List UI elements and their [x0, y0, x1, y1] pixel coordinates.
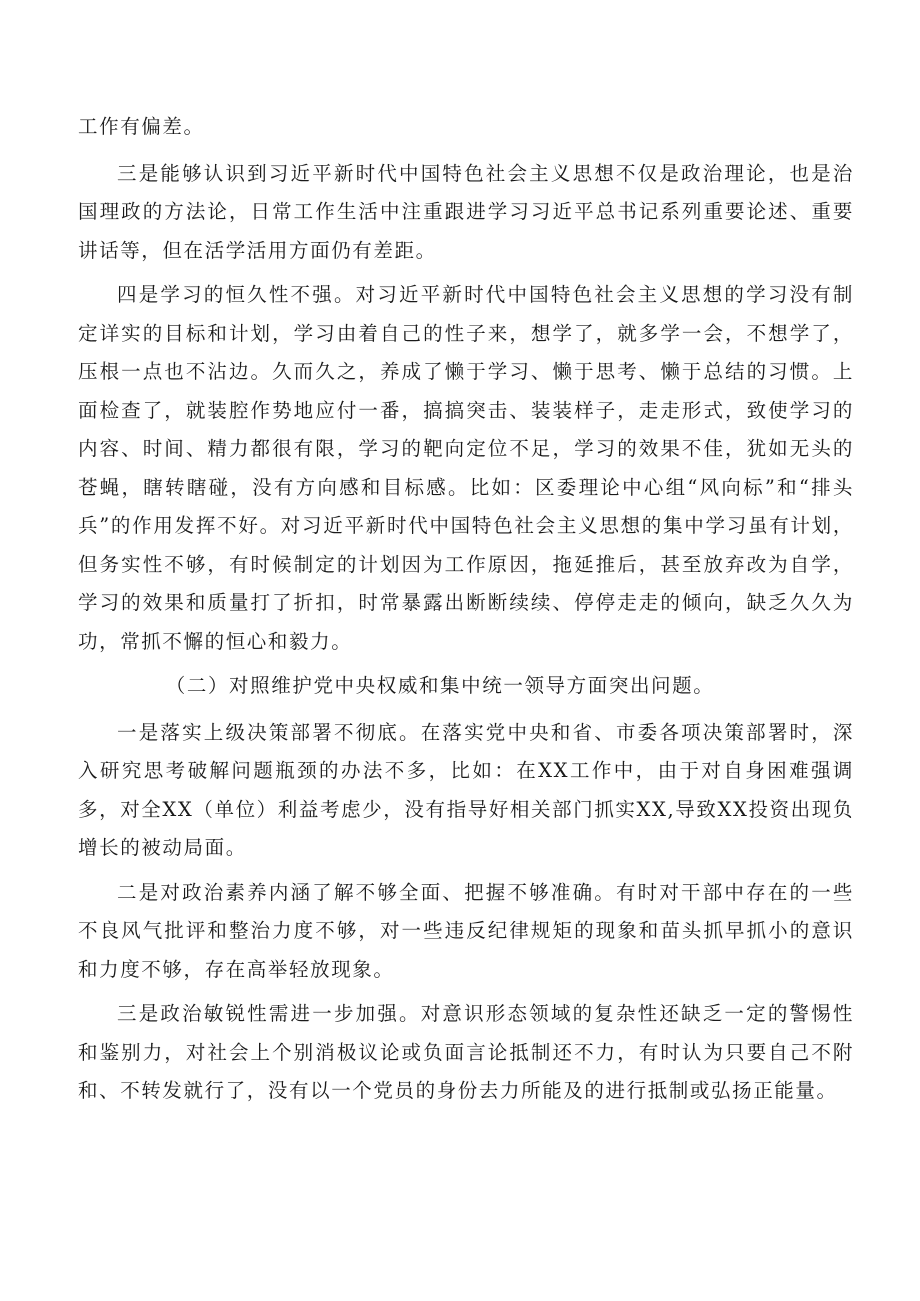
- document-body: [78, 108, 854, 1117]
- section-heading: （二）对照维护党中央权威和集中统一领导方面突出问题。: [165, 674, 715, 697]
- paragraph-section-point-two: 二是对政治素养内涵了解不够全面、把握不够准确。有时对干部中存在的一些不良风气批评和整治力度不够，对一些违反纪律规矩的现象和苗头抓早抓小的意识和力度不够，存在高举轻放现象。: [78, 880, 854, 981]
- paragraph-point-three: 三是能够认识到习近平新时代中国特色社会主义思想不仅是政治理论，也是治国理政的方法论，日常工作生活中注重跟进学习习近平总书记系列重要论述、重要讲话等，但在活学活用方面仍有差距。: [78, 161, 854, 262]
- paragraph-continuation: 工作有偏差。: [78, 115, 205, 138]
- paragraph-section-point-three: 三是政治敏锐性需进一步加强。对意识形态领域的复杂性还缺乏一定的警惕性和鉴别力，对社会上个别消极议论或负面言论抵制还不力，有时认为只要自己不附和、不转发就行了，没有以一个党员的身份去力所能及的进行抵制或弘扬正能量。: [78, 1002, 854, 1102]
- paragraph-point-four: 四是学习的恒久性不强。对习近平新时代中国特色社会主义思想的学习没有制定详实的目标和计划，学习由着自己的性子来，想学了，就多学一会，不想学了，压根一点也不沾边。久而久之，养成了懒于学习、懒于思考、懒于总结的习惯。上面检查了，就装腔作势地应付一番，搞搞突击、装装样子，走走形式，致使学习的内容、时间、精力都很有限，学习的靶向定位不足，学习的效果不佳，犹如无头的苍蝇，瞎转瞎碰，没有方向感和目标感。比如：区委理论中心组“风向标”和“排头兵”的作用发挥不好。对习近平新时代中国特色社会主义思想的集中学习虽有计划，但务实性不够，有时候制定的计划因为工作原因，拖延推后，甚至放弃改为自学，学习的效果和质量打了折扣，时常暴露出断断续续、停停走走的倾向，缺乏久久为功，常抓不懈的恒心和毅力。: [78, 283, 854, 653]
- paragraph-section-point-one: 一是落实上级决策部署不彻底。在落实党中央和省、市委各项决策部署时，深入研究思考破解问题瓶颈的办法不多，比如：在XX工作中，由于对自身困难强调多，对全XX（单位）利益考虑少，没有指导好相关部门抓实XX,导致XX投资出现负增长的被动局面。: [78, 720, 854, 859]
